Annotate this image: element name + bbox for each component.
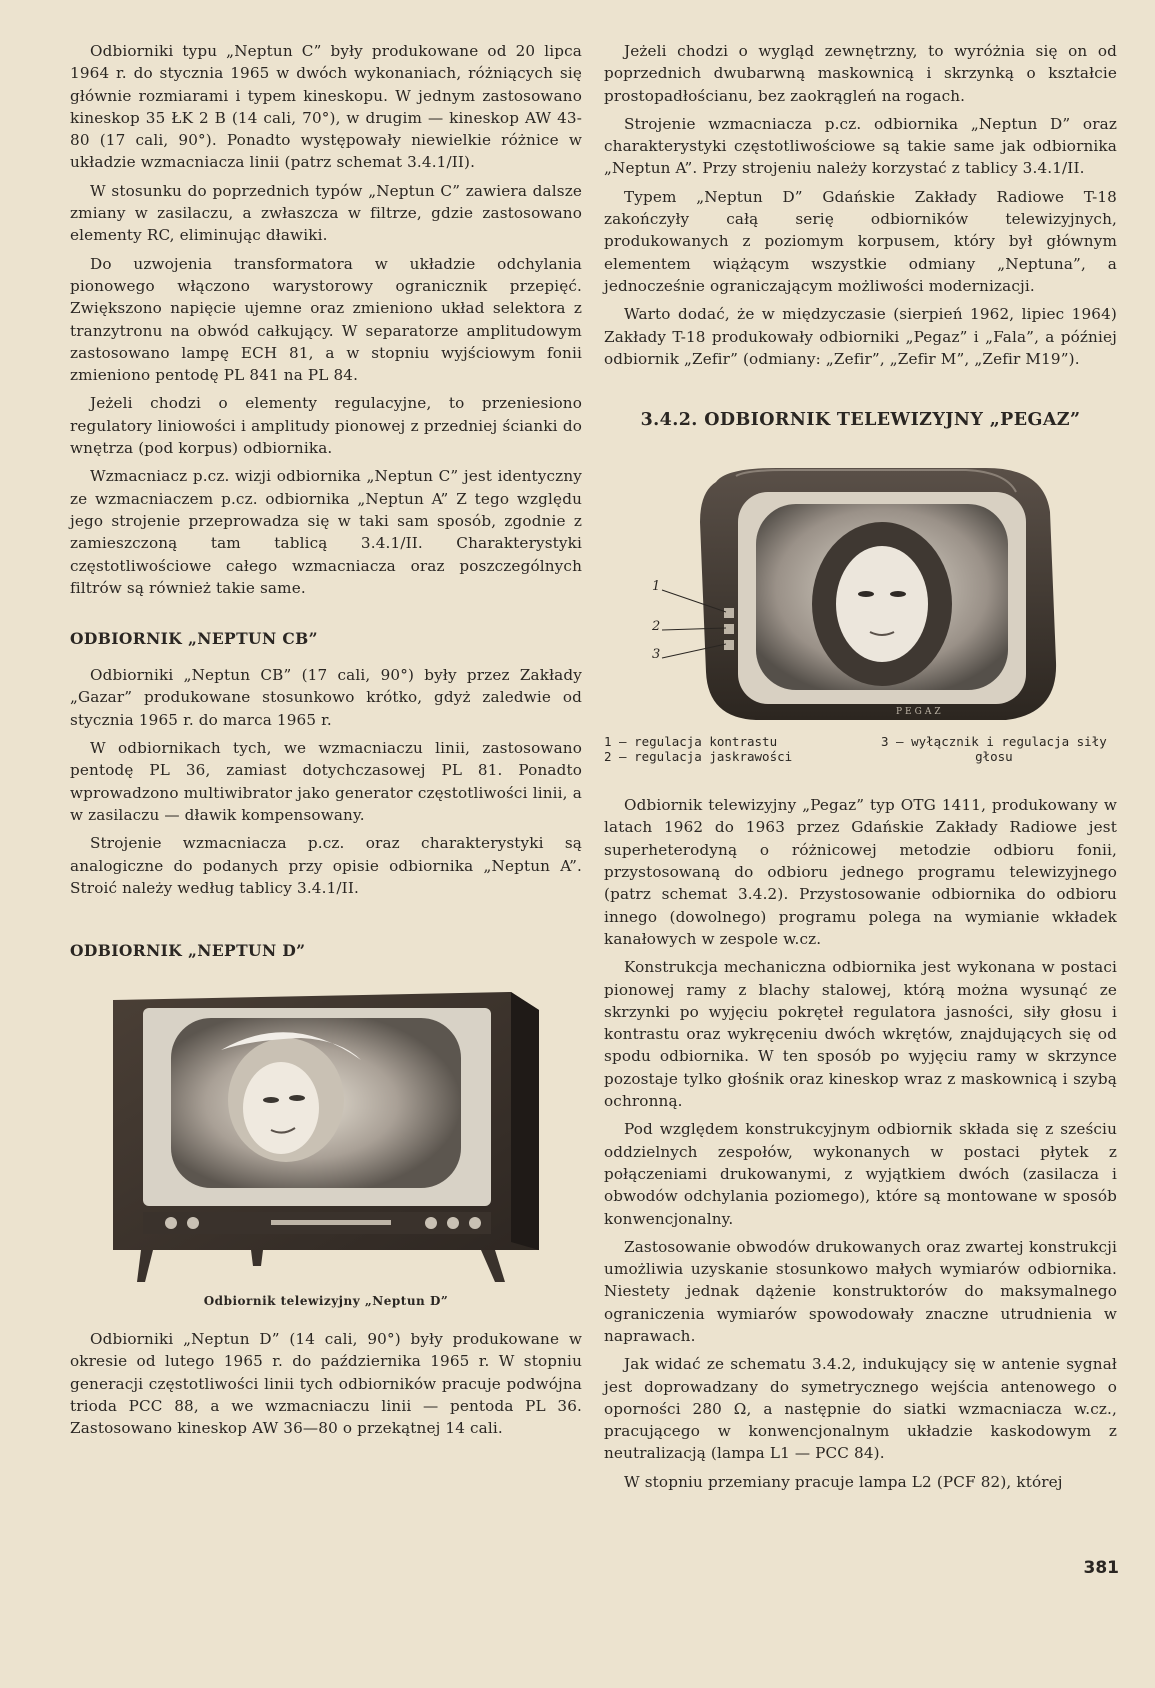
section-heading-neptun-d: ODBIORNIK „NEPTUN D” [70,941,306,961]
paragraph: Zastosowanie obwodów drukowanych oraz zwartej konstrukcji umożliwia uzyskanie stosunkowo małych wymiarów odbiornika. Niestety jednak dążenie konstruktorów do maksymalnego ograniczenia wymiarów spowodowały znaczne utrudnienia w naprawach. [604,1237,1117,1345]
left-column [70,40,582,1446]
paragraph: Jak widać ze schematu 3.4.2, indukujący się w antenie sygnał jest doprowadzany do symetrycznego wejścia antenowego o oporności 280 Ω, a następnie do siatki wzmacniacza w.cz., pracującego w konwencjonalnym układzie kaskodowym z neutralizacją (lampa L1 — PCC 84). [604,1355,1117,1463]
paragraph: Wzmacniacz p.cz. wizji odbiornika „Neptun C” jest identyczny ze wzmacniaczem p.cz. odbiornika „Neptun A” Z tego względu jego strojenie przeprowadza się w taki sam sposób, zgodnie z zamieszczoną tam tablicą 3.4.1/II. Charakterystyki częstotliwościowe całego wzmacniacza oraz poszczególnych filtrów są również takie same. [70,467,582,597]
neptun-d-photo [101,980,551,1286]
paragraph: W stopniu przemiany pracuje lampa L2 (PCF 82), której [624,1472,1063,1491]
section-heading-pegaz: 3.4.2. ODBIORNIK TELEWIZYJNY „PEGAZ” [640,410,1081,431]
page-number: 381 [1083,1558,1119,1578]
paragraph: Warto dodać, że w międzyczasie (sierpień 1962, lipiec 1964) Zakłady T-18 produkowały odbiorniki „Pegaz” i „Fala”, a później odbiornik „Zefir” (odmiany: „Zefir”, „Zefir M”, „Zefir M19”). [604,305,1117,368]
paragraph: Jeżeli chodzi o elementy regulacyjne, to przeniesiono regulatory liniowości i amplitudy pionowej z przedniej ścianki do wnętrza (pod korpus) odbiornika. [70,394,582,458]
tv-set-illustration [646,462,1076,724]
paragraph: Odbiorniki „Neptun D” (14 cali, 90°) były produkowane w okresie od lutego 1965 r. do października 1965 r. W stopniu generacji częstotliwości linii tych odbiorników pracuje podwójna trioda PCC 88, a we wzmacniaczu linii — pentoda PL 36. Zastosowano kineskop AW 36—80 o przekątnej 14 cali. [70,1330,582,1438]
legend-item-1: 1 — regulacja kontrastu [604,734,778,750]
paragraph: W stosunku do poprzednich typów „Neptun C” zawiera dalsze zmiany w zasilaczu, a zwłaszcza w filtrze, gdzie zastosowano elementy RC, eliminując dławiki. [70,181,582,245]
paragraph: Strojenie wzmacniacza p.cz. oraz charakterystyki są analogiczne do podanych przy opisie odbiornika „Neptun A”. Stroić należy według tablicy 3.4.1/II. [70,834,582,897]
marker-1: 1 [651,579,660,595]
paragraph: Odbiorniki typu „Neptun C” były produkowane od 20 lipca 1964 r. do stycznia 1965 w dwóch wykonaniach, różniących się głównie rozmiarami i typem kineskopu. W jednym zastosowano kineskop 35 ŁK 2 B (14 cali, 70°), w drugim — kineskop AW 43-80 (17 cali, 90°). Ponadto występowały niewielkie różnice w układzie wzmacniacza linii (patrz schemat 3.4.1/II). [70,42,582,172]
pegaz-brand-label: PEGAZ [895,707,944,718]
marker-3: 3 [651,647,660,663]
marker-2: 2 [651,619,660,635]
paragraph: Do uzwojenia transformatora w układzie odchylania pionowego włączono warystorowy ogranicznik przepięć. Zwiększono napięcie ujemne oraz zmieniono układ selektora z tranzytronu na obwód całkujący. W separatorze amplitudowym zastosowano lampę ECH 81, a w stopniu wyjściowym fonii zmieniono pentodę PL 841 na PL 84. [70,254,582,385]
legend-item-2: 2 — regulacja jaskrawości [604,749,793,765]
section-heading-neptun-cb: ODBIORNIK „NEPTUN CB” [70,629,318,649]
figure-legend [604,734,1117,764]
paragraph: Odbiornik telewizyjny „Pegaz” typ OTG 1411, produkowany w latach 1962 do 1963 przez Gdańskie Zakłady Radiowe jest superheterodyną o różnicowej metodzie odbioru fonii, przystosowaną do odbioru jednego programu telewizyjnego (patrz schemat 3.4.2). Przystosowanie odbiornika do odbioru innego (dowolnego) programu polega na wymianie wkładek kanałowych w zespole w.cz. [604,796,1117,948]
paragraph: W odbiornikach tych, we wzmacniaczu linii, zastosowano pentodę PL 36, zamiast dotychczasowej PL 81. Ponadto wprowadzono multiwibrator jako generator częstotliwości linii, a w zasilaczu — dławik kompensowany. [70,739,582,824]
paragraph: Pod względem konstrukcyjnym odbiornik składa się z sześciu oddzielnych zespołów, wykonanych w postaci płytek z połączeniami drukowanymi, z wyjątkiem dwóch (zasilacza i obwodów odchylania poziomego), które są montowane w sposób konwencjonalny. [604,1120,1117,1228]
paragraph: Strojenie wzmacniacza p.cz. odbiornika „Neptun D” oraz charakterystyki częstotliwościowe są takie same jak odbiornika „Neptun A”. Przy strojeniu należy korzystać z tablicy 3.4.1/II. [604,114,1117,178]
paragraph: Typem „Neptun D” Gdańskie Zakłady Radiowe T-18 zakończyły całą serię odbiorników telewizyjnych, produkowanych z poziomym korpusem, który był głównym elementem wiążącym wszystkie odmiany „Neptuna”, a jednocześnie ograniczającym możliwości modernizacji. [604,187,1117,295]
figure-caption-neptun-d: Odbiornik telewizyjny „Neptun D” [203,1294,449,1309]
right-column [604,40,1117,1499]
paragraph: Jeżeli chodzi o wygląd zewnętrzny, to wyróżnia się on od poprzednich dwubarwną maskownicą i skrzynką o kształcie prostopadłościanu, bez zaokrągleń na rogach. [604,42,1117,105]
tv-set-illustration [101,980,551,1286]
pegaz-photo [646,462,1076,724]
paragraph: Odbiorniki „Neptun CB” (17 cali, 90°) były przez Zakłady „Gazar” produkowane stosunkowo krótko, gdyż zaledwie od stycznia 1965 r. do marca 1965 r. [70,666,582,729]
legend-item-3: 3 — wyłącznik i regulacja siły głosu [880,734,1107,765]
paragraph: Konstrukcja mechaniczna odbiornika jest wykonana w postaci pionowej ramy z blachy stalowej, którą można wysunąć ze skrzynki po wyjęciu pokręteł regulatora jasności, siły głosu i kontrastu oraz wykręceniu dwóch wkrętów, znajdujących się od spodu odbiornika. W ten sposób po wyjęciu ramy w skrzynce pozostaje tylko głośnik oraz kineskop wraz z maskownicą i szybą ochronną. [604,958,1117,1111]
